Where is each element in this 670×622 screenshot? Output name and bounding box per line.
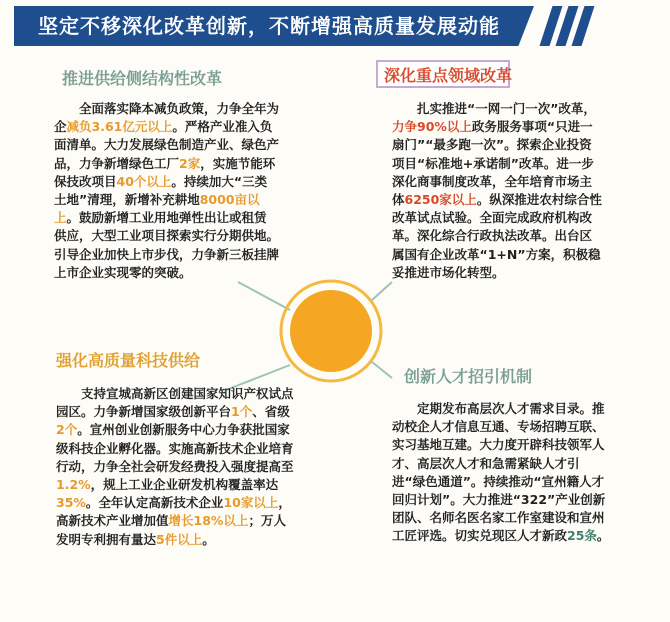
- body-text: ；万人发明专利拥有量达: [56, 513, 286, 547]
- body-text: 扎实推进“一网一门一次”改革，: [417, 101, 596, 116]
- body-text: 。严格产业准入负面清单。大力发展绿色制造产业、绿色产品，力争新增绿色工厂: [54, 119, 280, 171]
- body-text: 。持续加大“三类土地”清理，新增补充耕地: [54, 173, 268, 208]
- body-text: ，规上工业企业研发机构覆盖率达: [90, 477, 279, 493]
- body-text: 。宣州创业创新服务中心力争获批国家级科技企业孵化器。实施高新技术企业培育行动，力争全社会研发经费投入强度提高至: [56, 422, 294, 474]
- body-text: 政务服务事项“只进一扇门”“最多跑一次”。探索企业投资项目“标准地+承诺制”改革。进一步深化商事制度改革，全年培育市场主体: [392, 119, 594, 208]
- body-text: ，实施节能环保技改项目: [54, 155, 276, 189]
- connector-line: [238, 282, 290, 310]
- highlight-figure: 8000亩以上: [54, 192, 260, 226]
- body-text: ，高新技术产业增加值: [56, 495, 291, 529]
- highlight-figure: 25条: [567, 528, 597, 544]
- highlight-figure: 1.2%: [56, 477, 91, 493]
- highlight-figure: 35%: [56, 495, 86, 511]
- sun-core: [290, 290, 372, 372]
- section-title-supply-side: 推进供给侧结构性改革: [62, 69, 223, 88]
- section-title-tech-supply: 强化高质量科技供给: [56, 351, 201, 370]
- highlight-figure: 2家: [179, 155, 201, 171]
- highlight-figure: 减负3.61亿元以上: [66, 119, 173, 135]
- body-text: 定期发布高层次人才需求目录。推动校企人才信息互通、专场招聘互联、实习基地互建。大力度开辟科技领军人才、高层次人才和急需紧缺人才引进“绿色通道”。持续推动“宣州籍人才回归计划”。大力推进“322”产业创新团队、名师名医名家工作室建设和宣州工匠评选。切实兑现区人才新政: [392, 401, 606, 544]
- section-title-key-reform: 深化重点领域改革: [384, 66, 513, 85]
- body-text: 。纵深推进农村综合性改革试点试验。全面完成政府机构改革。深化综合行政执法改革。出台区属国有企业改革“1+N”方案，积极稳妥推进市场化转型。: [392, 192, 602, 280]
- body-text: 、省级: [252, 404, 290, 420]
- connector-line: [372, 362, 392, 378]
- highlight-figure: 增长18%以上: [168, 513, 249, 529]
- highlight-figure: 5件以上: [156, 531, 203, 547]
- highlight-figure: 6250家以上: [404, 192, 477, 208]
- body-text: 。: [202, 531, 215, 547]
- section-body-key-reform: [392, 100, 604, 282]
- highlight-figure: 1个: [231, 404, 253, 420]
- body-text: 支持宣城高新区创建国家知识产权试点园区。力争新增国家级创新平台: [56, 386, 294, 420]
- connector-line: [372, 282, 392, 300]
- highlight-figure: 40个以上: [116, 173, 172, 189]
- body-text: 。全年认定高新技术企业: [85, 495, 224, 511]
- page-title: 坚定不移深化改革创新，不断增强高质量发展动能: [38, 14, 500, 38]
- section-body-talent: [392, 400, 612, 546]
- section-body-supply-side: [54, 100, 279, 282]
- body-text: 。: [596, 528, 610, 544]
- section-title-talent: 创新人才招引机制: [404, 367, 533, 386]
- highlight-figure: 力争90%以上: [392, 119, 472, 135]
- section-body-tech-supply: [56, 385, 294, 549]
- highlight-figure: 10家以上: [223, 495, 279, 511]
- highlight-figure: 2个: [56, 422, 78, 438]
- body-text: 全面落实降本减负政策，力争全年为企: [54, 101, 280, 135]
- body-text: 。鼓励新增工业用地弹性出让或租赁供应，大型工业项目探索实行分期供地。引导企业加快上市步伐，力争新三板挂牌上市企业实现零的突破。: [54, 210, 280, 280]
